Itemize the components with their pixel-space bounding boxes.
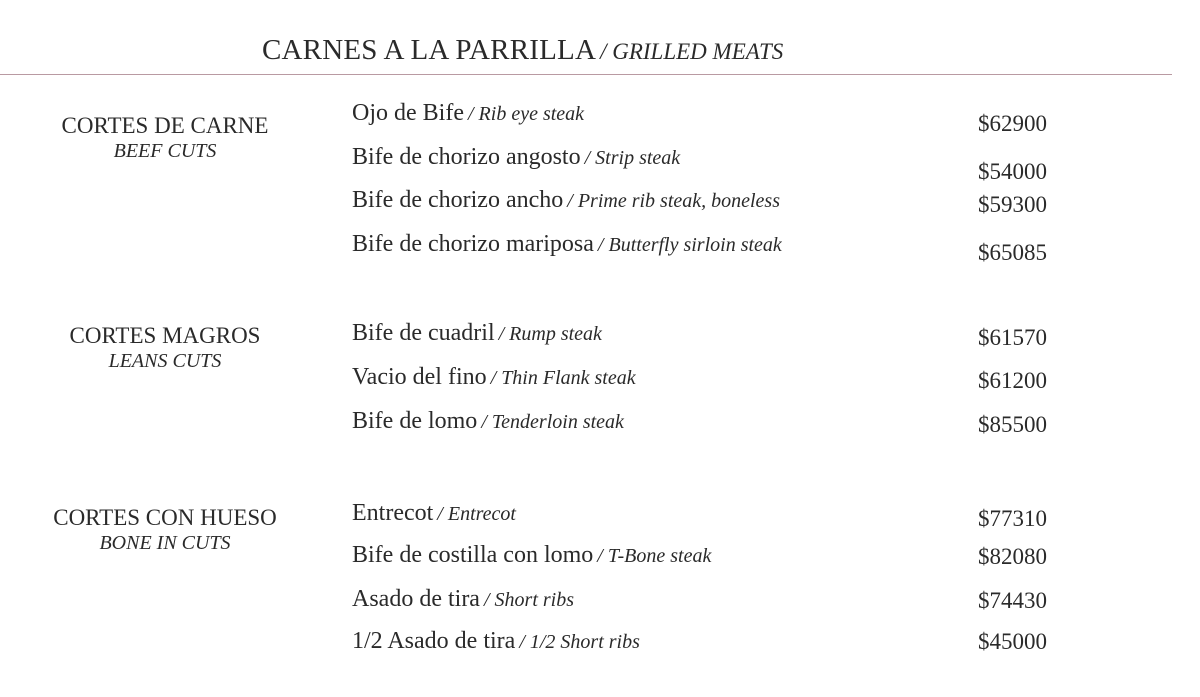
section-name-en: BEEF CUTS [113, 140, 217, 162]
item-name-es: Entrecot [352, 500, 434, 526]
separator: / [467, 103, 479, 125]
item-name-en: 1/2 Short ribs [529, 631, 640, 653]
separator: / [498, 323, 510, 345]
separator: / [597, 234, 609, 256]
section-name-es: CORTES DE CARNE [61, 113, 269, 138]
menu-title [262, 34, 783, 67]
item-name-es: Vacio del fino [352, 364, 487, 390]
item-price: $65085 [978, 240, 1047, 265]
item-price: $85500 [978, 412, 1047, 437]
item-price: $61570 [978, 325, 1047, 350]
item-price: $74430 [978, 588, 1047, 613]
section-name-en: LEANS CUTS [108, 350, 222, 372]
section-label-lean-cuts [0, 322, 330, 373]
item-price: $82080 [978, 544, 1047, 569]
menu-item [352, 187, 780, 214]
item-name-en: Short ribs [494, 589, 574, 611]
menu-item [352, 364, 636, 391]
item-name-en: Thin Flank steak [501, 367, 636, 389]
item-name-es: Bife de cuadril [352, 320, 495, 346]
section-label-bone-in-cuts [0, 504, 330, 555]
section-name-en: BONE IN CUTS [99, 532, 231, 554]
menu-item [352, 542, 711, 569]
section-name-es: CORTES MAGROS [69, 323, 261, 348]
item-price: $77310 [978, 506, 1047, 531]
item-name-en: Strip steak [595, 147, 681, 169]
menu-item [352, 500, 516, 527]
section-name-es: CORTES CON HUESO [53, 505, 277, 530]
menu-title-es: CARNES A LA PARRILLA [262, 34, 597, 66]
separator: / [437, 503, 448, 525]
item-price: $61200 [978, 368, 1047, 393]
menu-item [352, 100, 584, 127]
separator: / [481, 411, 492, 433]
separator: / [519, 631, 530, 653]
menu-item [352, 144, 680, 171]
separator: / [490, 367, 502, 389]
title-divider [0, 74, 1172, 75]
item-name-en: Rib eye steak [478, 103, 585, 125]
item-name-es: Asado de tira [352, 586, 480, 612]
separator: / [567, 190, 578, 212]
item-price: $59300 [978, 192, 1047, 217]
item-name-en: Entrecot [447, 503, 516, 525]
menu-title-en: / GRILLED MEATS [600, 39, 784, 64]
menu-item [352, 628, 640, 655]
item-name-en: Butterfly sirloin steak [608, 234, 782, 256]
item-name-es: Bife de lomo [352, 408, 478, 434]
separator: / [584, 147, 596, 169]
item-name-es: Bife de chorizo ancho [352, 187, 564, 213]
section-label-beef-cuts [0, 112, 330, 163]
item-name-es: Bife de chorizo mariposa [352, 231, 594, 257]
item-name-es: 1/2 Asado de tira [352, 628, 516, 654]
menu-item [352, 320, 602, 347]
item-price: $45000 [978, 629, 1047, 654]
item-name-en: Prime rib steak, boneless [577, 190, 780, 212]
menu-item [352, 231, 782, 258]
menu-item [352, 408, 624, 435]
item-name-es: Ojo de Bife [352, 100, 464, 126]
item-price: $62900 [978, 111, 1047, 136]
item-name-es: Bife de chorizo angosto [352, 144, 581, 170]
menu-item [352, 586, 574, 613]
separator: / [483, 589, 495, 611]
item-price: $54000 [978, 159, 1047, 184]
item-name-en: Tenderloin steak [491, 411, 624, 433]
separator: / [597, 545, 608, 567]
item-name-es: Bife de costilla con lomo [352, 542, 594, 568]
item-name-en: T-Bone steak [607, 545, 712, 567]
item-name-en: Rump steak [509, 323, 602, 345]
